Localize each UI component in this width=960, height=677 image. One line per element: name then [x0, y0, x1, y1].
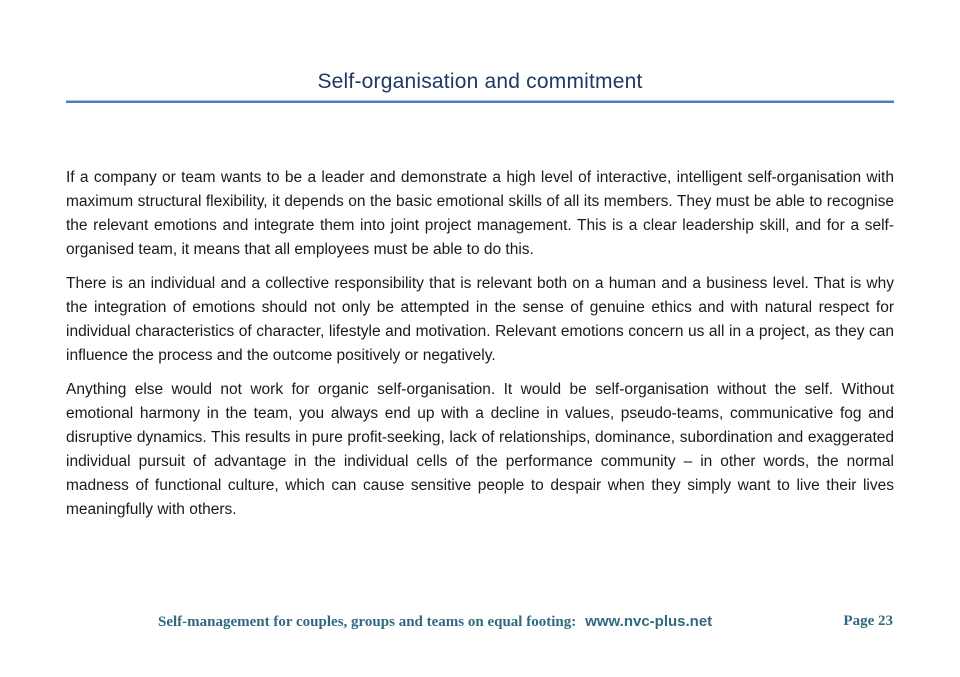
body-paragraph: Anything else would not work for organic self-organisation. It would be self-organisation without the self. Without emotional harmony in the team, you always end up with a decline in values, pseudo-teams, communicative fog and disruptive dynamics. This results in pure profit-seeking, lack of relationships, dominance, subordination and exaggerated individual pursuit of advantage in the individual cells of the performance community – in other words, the normal madness of functional culture, which can cause sensitive people to despair when they simply want to live their lives meaningfully with others.	[66, 381, 894, 518]
body-paragraph: There is an individual and a collective responsibility that is relevant both on a human and a business level. That is why the integration of emotions should not only be attempted in the sense of genuine ethics and with natural respect for individual characteristics of character, lifestyle and motivation. Relevant emotions concern us all in a project, as they can influence the process and the outcome positively or negatively.	[66, 275, 894, 364]
body-text-block	[66, 166, 894, 532]
footer-tagline-text: Self-management for couples, groups and teams on equal footing:	[158, 614, 577, 630]
page-number: Page 23	[843, 613, 893, 629]
title-underline-rule	[66, 100, 894, 103]
footer-url: www.nvc-plus.net	[585, 613, 713, 630]
page-title: Self-organisation and commitment	[317, 70, 643, 93]
body-paragraph: If a company or team wants to be a leader and demonstrate a high level of interactive, intelligent self-organisation with maximum structural flexibility, it depends on the basic emotional skills of all its members. They must be able to recognise the relevant emotions and integrate them into joint project management. This is a clear leadership skill, and for a self-organised team, it means that all employees must be able to do this.	[66, 169, 894, 258]
footer-tagline	[158, 613, 712, 631]
